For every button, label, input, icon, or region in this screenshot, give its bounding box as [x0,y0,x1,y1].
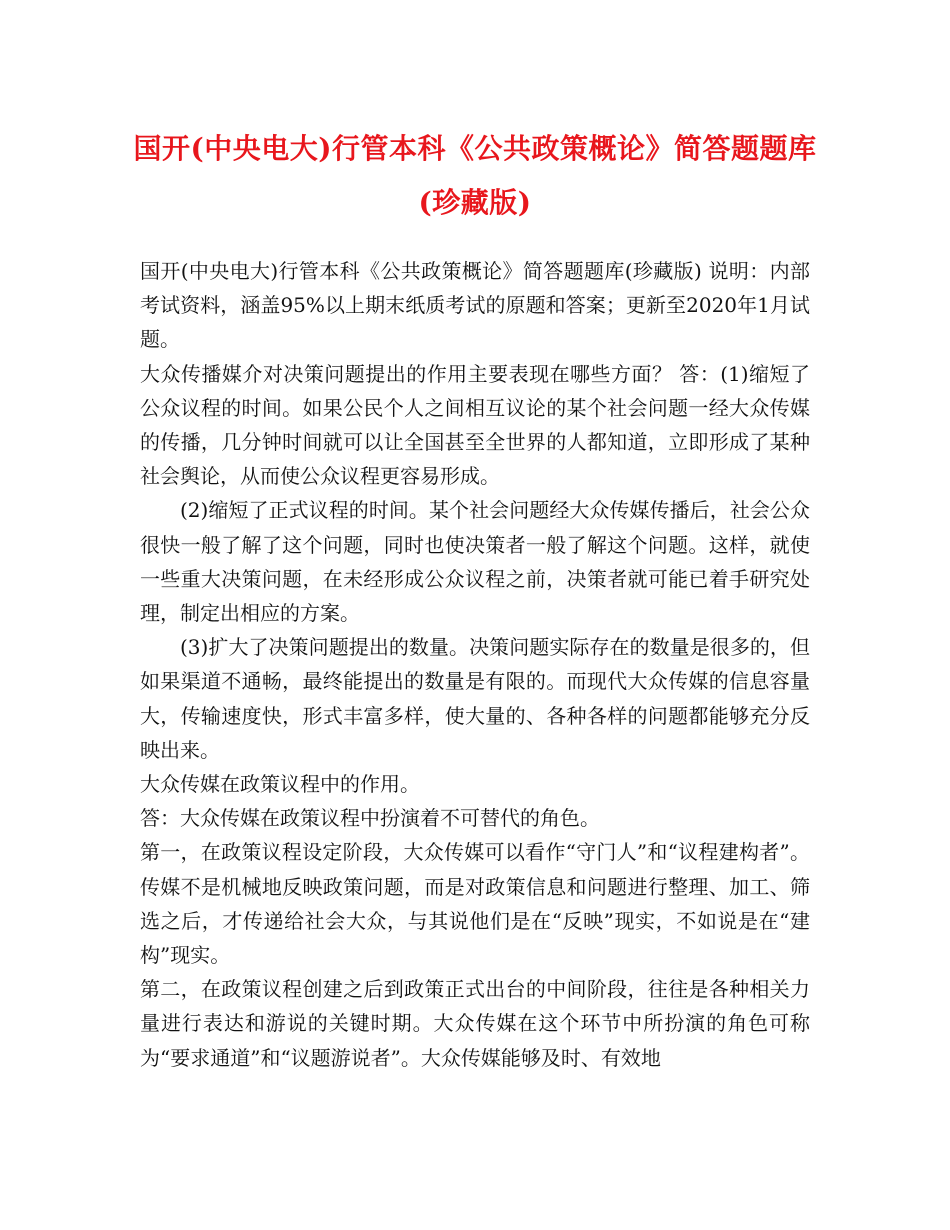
intro-paragraph: 国开(中央电大)行管本科《公共政策概论》简答题题库(珍藏版) 说明：内部考试资料，涵盖95%以上期末纸质考试的原题和答案；更新至2020年1月试题。 [140,259,810,352]
document-title [120,122,830,230]
question-1-paragraph: 大众传播媒介对决策问题提出的作用主要表现在哪些方面？ 答：(1)缩短了公众议程的时间。如果公民个人之间相互议论的某个社会问题一经大众传媒的传播，几分钟时间就可以让全国甚至全世界的人都知道，立即形成了某种社会舆论，从而使公众议程更容易形成。 [140,361,810,489]
answer-2-intro: 答：大众传媒在政策议程中扮演着不可替代的角色。 [140,806,600,831]
title-line-1: 国开(中央电大)行管本科《公共政策概论》简答题题库 [133,132,817,165]
answer-point-2-paragraph: (2)缩短了正式议程的时间。某个社会问题经大众传媒传播后，社会公众很快一般了解了这个问题，同时也使决策者一般了解这个问题。这样，就使一些重大决策问题，在未经形成公众议程之前，决策者就可能已着手研究处理，制定出相应的方案。 [140,498,810,626]
question-2-heading: 大众传媒在政策议程中的作用。 [140,772,420,797]
answer-point-3-paragraph: (3)扩大了决策问题提出的数量。决策问题实际存在的数量是很多的，但如果渠道不通畅，最终能提出的数量是有限的。而现代大众传媒的信息容量大，传输速度快，形式丰富多样，使大量的、各种各样的问题都能够充分反映出来。 [140,635,810,762]
answer-2-point-2: 第二，在政策议程创建之后到政策正式出台的中间阶段，往往是各种相关力量进行表达和游说的关键时期。大众传媒在这个环节中所扮演的角色可称为“要求通道”和“议题游说者”。大众传媒能够及时、有效地 [140,977,810,1070]
document-body [140,254,810,1075]
answer-2-point-1: 第一，在政策议程设定阶段，大众传媒可以看作“守门人”和“议程建构者”。传媒不是机械地反映政策问题，而是对政策信息和问题进行整理、加工、筛选之后，才传递给社会大众，与其说他们是在“反映”现实，不如说是在“建构”现实。 [140,840,810,968]
title-line-2: (珍藏版) [418,186,532,219]
